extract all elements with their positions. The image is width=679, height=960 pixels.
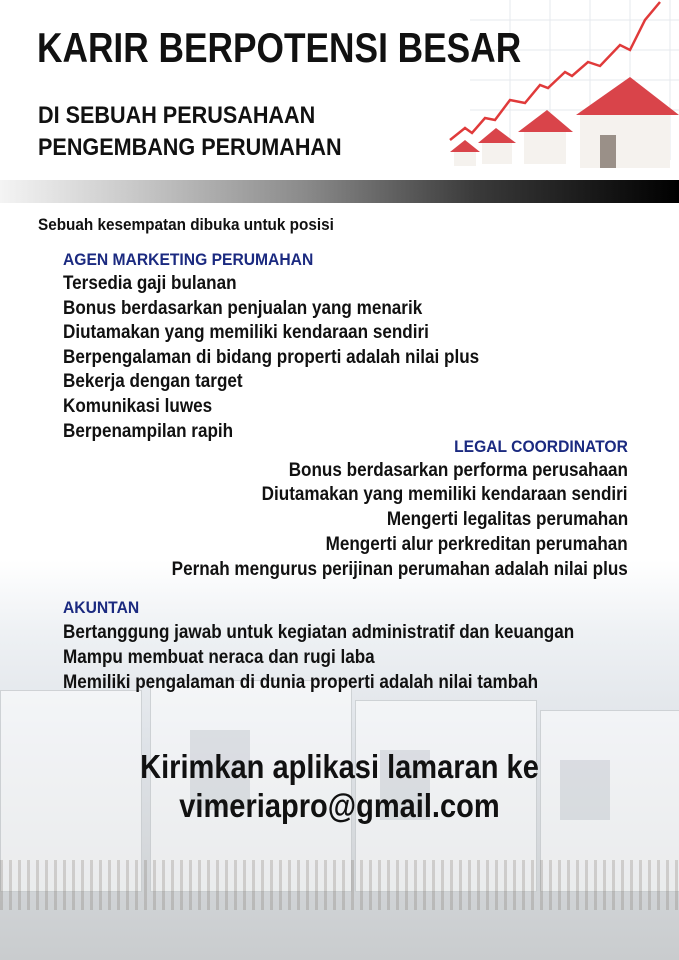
list-item: Mampu membuat neraca dan rugi laba xyxy=(63,647,375,668)
list-item: Memiliki pengalaman di dunia properti adalah nilai tambah xyxy=(63,672,539,693)
list-item: Bertanggung jawab untuk kegiatan administratif dan keuangan xyxy=(63,622,575,643)
position-title: LEGAL COORDINATOR xyxy=(454,437,628,456)
subtitle-line: DI SEBUAH PERUSAHAAN xyxy=(38,102,316,129)
list-item: Komunikasi luwes xyxy=(63,396,213,417)
list-item: Mengerti alur perkreditan perumahan xyxy=(325,534,628,555)
list-item: Diutamakan yang memiliki kendaraan sendiri xyxy=(262,484,628,505)
page-title: KARIR BERPOTENSI BESAR xyxy=(37,24,522,71)
list-item: Berpenampilan rapih xyxy=(63,421,234,442)
contact-email[interactable]: vimeriapro@gmail.com xyxy=(179,787,500,824)
position-title: AKUNTAN xyxy=(63,598,140,617)
list-item: Bonus berdasarkan performa perusahaan xyxy=(288,460,628,481)
intro-text: Sebuah kesempatan dibuka untuk posisi xyxy=(38,215,334,234)
house-icon xyxy=(576,77,679,168)
list-item: Diutamakan yang memiliki kendaraan sendiri xyxy=(63,322,429,343)
cta-text: Kirimkan aplikasi lamaran ke xyxy=(140,748,539,785)
house-icon xyxy=(450,140,480,166)
position-title: AGEN MARKETING PERUMAHAN xyxy=(63,250,314,269)
list-item: Bekerja dengan target xyxy=(63,371,243,392)
list-item: Pernah mengurus perijinan perumahan adalah nilai plus xyxy=(171,559,628,580)
subtitle-line: PENGEMBANG PERUMAHAN xyxy=(38,134,342,161)
fence xyxy=(0,860,679,910)
list-item: Tersedia gaji bulanan xyxy=(63,273,237,294)
house-icon xyxy=(518,110,573,164)
list-item: Bonus berdasarkan penjualan yang menarik xyxy=(63,298,423,319)
gradient-divider xyxy=(0,180,679,203)
list-item: Mengerti legalitas perumahan xyxy=(386,509,628,530)
list-item: Berpengalaman di bidang properti adalah nilai plus xyxy=(63,347,480,368)
